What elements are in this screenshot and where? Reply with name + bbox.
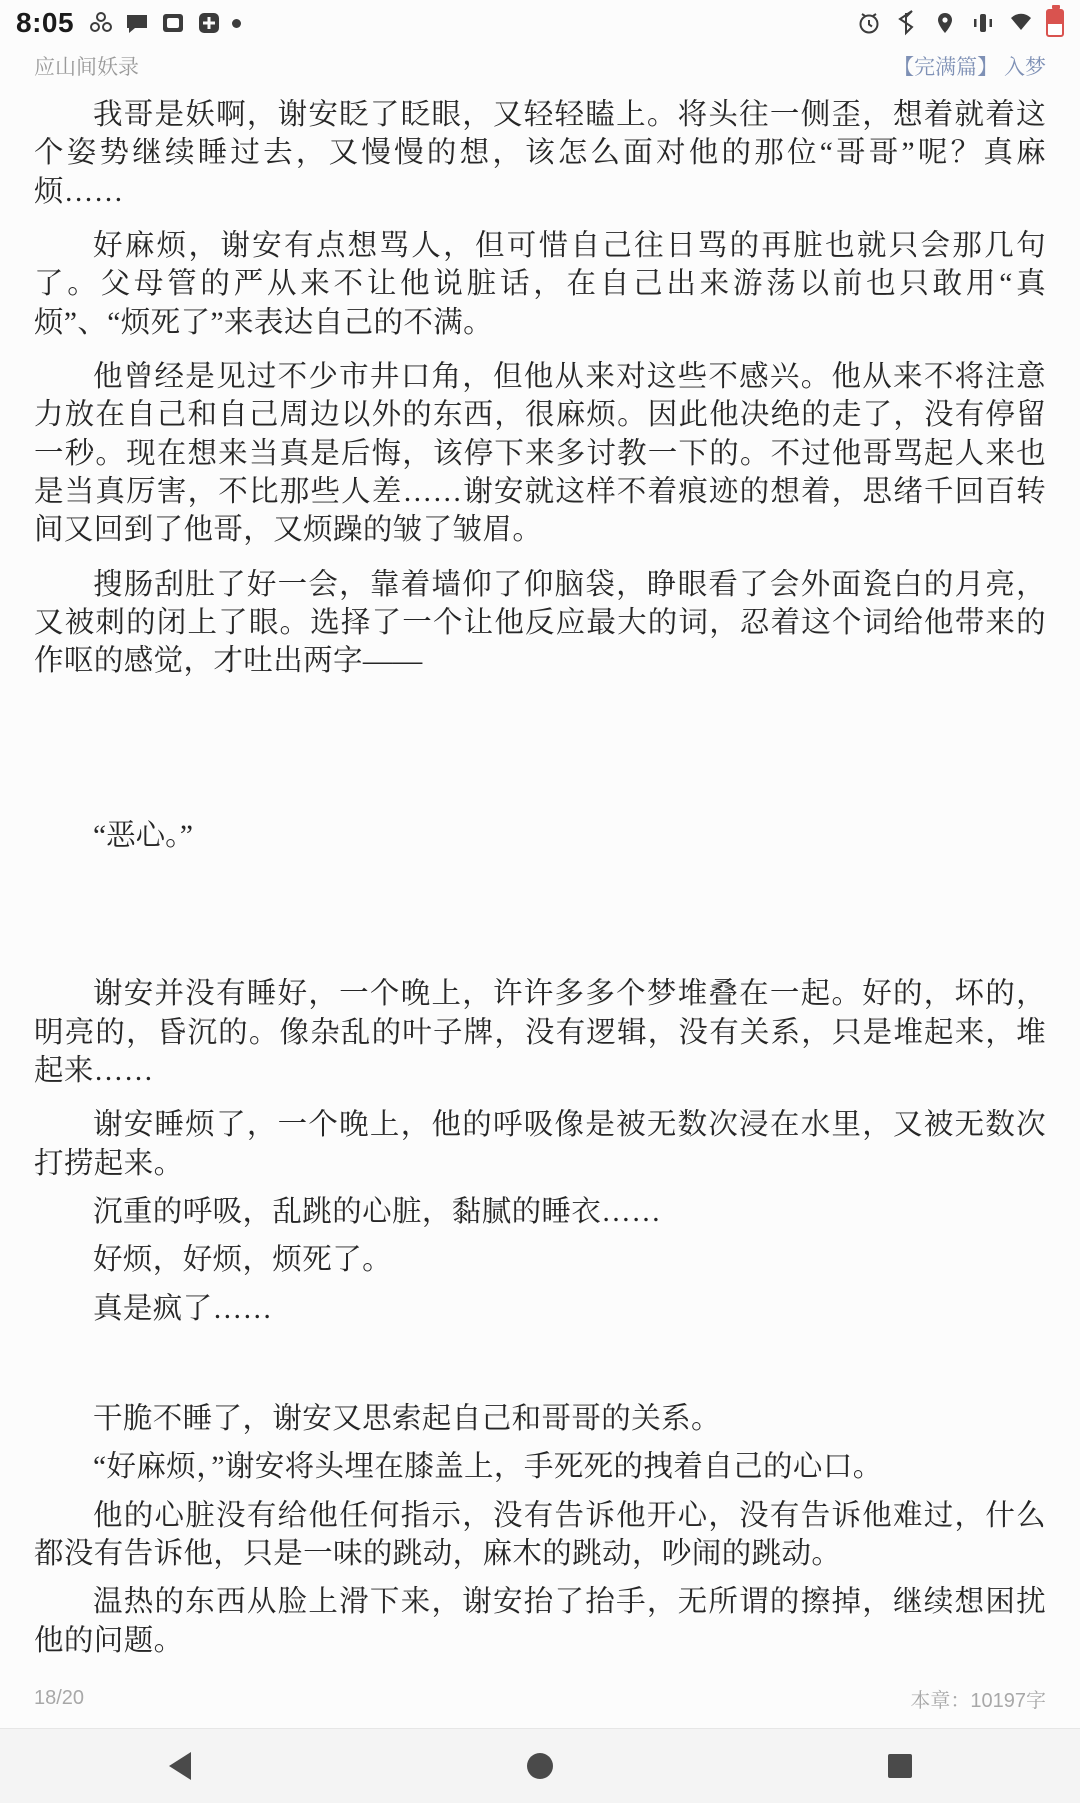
paragraph: 真是疯了…… (93, 1292, 273, 1325)
reader-footer (0, 1670, 1080, 1728)
paragraph: “好麻烦，”谢安将头埋在膝盖上，手死死的拽着自己的心口。 (93, 1451, 883, 1484)
status-clock: 8:05 (16, 7, 75, 38)
overflow-dot-icon (232, 19, 241, 28)
bluetooth-icon (894, 10, 920, 36)
wifi-share-icon (88, 10, 114, 36)
system-navigation-bar (0, 1728, 1080, 1803)
paragraph-spacer (34, 1338, 1046, 1400)
chapter-tag: 【完满篇】 (893, 56, 999, 79)
paragraph: 我哥是妖啊，谢安眨了眨眼，又轻轻瞌上。将头往一侧歪，想着就着这个姿势继续睡过去，又慢慢的想，该怎么面对他的那位“哥哥”呢？真麻烦…… (34, 99, 1046, 208)
chat-bubble-icon (124, 10, 150, 36)
location-icon (932, 10, 958, 36)
paragraph: 温热的东西从脸上滑下来，谢安抬了抬手，无所谓的擦掉，继续想困扰他的问题。 (34, 1586, 1046, 1657)
nav-back-button[interactable] (120, 1729, 240, 1803)
wifi-icon (1008, 10, 1034, 36)
paragraph: 谢安并没有睡好，一个晚上，许许多多个梦堆叠在一起。好的，坏的，明亮的，昏沉的。像杂乱的叶子牌，没有逻辑，没有关系，只是堆起来，堆起来…… (34, 978, 1046, 1087)
paragraph: 谢安睡烦了，一个晚上，他的呼吸像是被无数次浸在水里，又被无数次打捞起来。 (34, 1109, 1046, 1180)
paragraph: 他的心脏没有给他任何指示，没有告诉他开心，没有告诉他难过，什么都没有告诉他，只是一味的跳动，麻木的跳动，吵闹的跳动。 (34, 1499, 1046, 1570)
nav-recents-button[interactable] (840, 1729, 960, 1803)
plus-circle-icon (196, 10, 222, 36)
reader-text-content[interactable] (0, 86, 1080, 1670)
vibrate-icon (970, 10, 996, 36)
screenshot-icon (160, 10, 186, 36)
battery-icon (1046, 9, 1064, 37)
paragraph: 好烦，好烦，烦死了。 (93, 1244, 393, 1277)
page-progress: 18/20 (34, 1687, 85, 1710)
chapter-word-count: 本章：10197字 (910, 1690, 1046, 1713)
chapter-title: 入梦 (1004, 56, 1046, 79)
nav-home-button[interactable] (480, 1729, 600, 1803)
paragraph: 好麻烦，谢安有点想骂人，但可惜自己往日骂的再脏也就只会那几句了。父母管的严从来不让他说脏话，在自己出来游荡以前也只敢用“真烦”、“烦死了”来表达自己的不满。 (34, 230, 1046, 339)
paragraph-spacer (34, 855, 1046, 975)
back-triangle-icon (169, 1752, 191, 1780)
alarm-icon (856, 10, 882, 36)
paragraph: 他曾经是见过不少市井口角，但他从来对这些不感兴。他从来不将注意力放在自己和自己周边以外的东西，很麻烦。因此他决绝的走了，没有停留一秒。现在想来当真是后悔，该停下来多讨教一下的。不过他哥骂起人来也是当真厉害，不比那些人差……谢安就这样不着痕迹的想着，思绪千回百转间又回到了他哥，又烦躁的皱了皱眉。 (34, 361, 1046, 547)
status-notification-icons (88, 10, 241, 36)
status-system-icons (856, 9, 1064, 37)
paragraph: 沉重的呼吸，乱跳的心脏，黏腻的睡衣…… (93, 1195, 662, 1228)
book-title: 应山间妖录 (34, 56, 139, 79)
quote-paragraph: “恶心。” (93, 819, 193, 852)
reader-header (0, 46, 1080, 86)
paragraph: 搜肠刮肚了好一会，靠着墙仰了仰脑袋，睁眼看了会外面瓷白的月亮，又被刺的闭上了眼。选择了一个让他反应最大的词，忍着这个词给他带来的作呕的感觉，才吐出两字—— (34, 568, 1046, 678)
status-bar (0, 0, 1080, 46)
recents-square-icon (888, 1754, 912, 1778)
paragraph: 干脆不睡了，谢安又思索起自己和哥哥的关系。 (93, 1402, 721, 1435)
home-circle-icon (527, 1753, 553, 1779)
chapter-indicator (893, 51, 1046, 81)
paragraph-spacer (34, 697, 1046, 817)
